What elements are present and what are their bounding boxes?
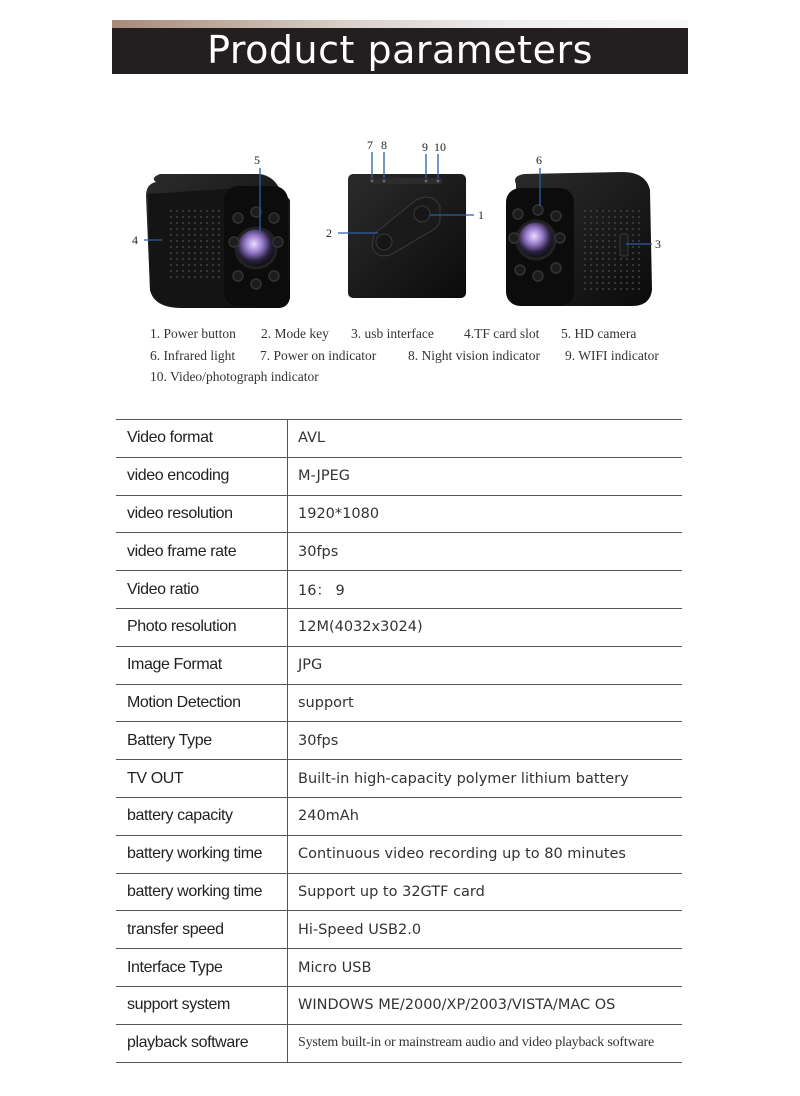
spec-value: 16： 9 xyxy=(288,571,683,609)
legend-item: 10. Video/photograph indicator xyxy=(150,369,319,384)
spec-value: Built-in high-capacity polymer lithium battery xyxy=(288,760,683,798)
callout-1: 1 xyxy=(478,208,484,222)
spec-value: JPG xyxy=(288,646,683,684)
callout-7: 7 xyxy=(367,138,373,152)
spec-value: Hi-Speed USB2.0 xyxy=(288,911,683,949)
spec-label: Video format xyxy=(116,420,288,458)
spec-label: video resolution xyxy=(116,495,288,533)
callout-3: 3 xyxy=(655,237,661,251)
table-row xyxy=(116,420,682,458)
spec-value: 1920*1080 xyxy=(288,495,683,533)
table-row xyxy=(116,949,682,987)
component-legend xyxy=(150,326,710,391)
legend-row xyxy=(150,326,710,348)
callout-2: 2 xyxy=(326,226,332,240)
legend-row xyxy=(150,369,710,391)
spec-label: Battery Type xyxy=(116,722,288,760)
spec-table xyxy=(116,419,682,1063)
spec-value: 30fps xyxy=(288,722,683,760)
spec-value: System built-in or mainstream audio and video playback software xyxy=(288,1024,683,1062)
table-row xyxy=(116,911,682,949)
spec-value: 240mAh xyxy=(288,797,683,835)
camera-left-view xyxy=(146,174,290,308)
legend-row xyxy=(150,348,710,370)
table-row xyxy=(116,457,682,495)
spec-value: Support up to 32GTF card xyxy=(288,873,683,911)
spec-label: Interface Type xyxy=(116,949,288,987)
spec-label: battery capacity xyxy=(116,797,288,835)
spec-label: transfer speed xyxy=(116,911,288,949)
table-row xyxy=(116,873,682,911)
table-row xyxy=(116,760,682,798)
callout-9: 9 xyxy=(422,140,428,154)
callout-5: 5 xyxy=(254,153,260,167)
product-figure xyxy=(120,130,680,320)
table-row xyxy=(116,495,682,533)
spec-label: battery working time xyxy=(116,835,288,873)
spec-value: Micro USB xyxy=(288,949,683,987)
camera-right-view xyxy=(506,172,652,306)
callout-8: 8 xyxy=(381,138,387,152)
legend-item: 5. HD camera xyxy=(561,326,637,341)
legend-item: 4.TF card slot xyxy=(464,326,540,341)
spec-value: 12M(4032x3024) xyxy=(288,608,683,646)
legend-item: 3. usb interface xyxy=(351,326,434,341)
spec-label: TV OUT xyxy=(116,760,288,798)
spec-label: Photo resolution xyxy=(116,608,288,646)
legend-item: 6. Infrared light xyxy=(150,347,236,363)
table-row xyxy=(116,608,682,646)
table-row xyxy=(116,533,682,571)
spec-value: 30fps xyxy=(288,533,683,571)
spec-label: support system xyxy=(116,986,288,1024)
callout-4: 4 xyxy=(132,233,138,247)
legend-item: 2. Mode key xyxy=(261,326,329,341)
spec-label: video encoding xyxy=(116,457,288,495)
table-row xyxy=(116,797,682,835)
legend-item: 1. Power button xyxy=(150,326,236,341)
table-row xyxy=(116,646,682,684)
spec-value: WINDOWS ME/2000/XP/2003/VISTA/MAC OS xyxy=(288,986,683,1024)
legend-item: 8. Night vision indicator xyxy=(408,347,540,363)
spec-label: playback software xyxy=(116,1024,288,1062)
table-row xyxy=(116,1024,682,1062)
table-row xyxy=(116,571,682,609)
spec-label: Video ratio xyxy=(116,571,288,609)
page-title: Product parameters xyxy=(207,28,593,72)
spec-value: M-JPEG xyxy=(288,457,683,495)
spec-label: video frame rate xyxy=(116,533,288,571)
camera-back-view xyxy=(348,174,466,298)
legend-item: 9. WIFI indicator xyxy=(565,347,659,363)
spec-value: Continuous video recording up to 80 minutes xyxy=(288,835,683,873)
spec-value: support xyxy=(288,684,683,722)
spec-label: battery working time xyxy=(116,873,288,911)
title-bar xyxy=(112,28,688,74)
spec-label: Motion Detection xyxy=(116,684,288,722)
top-decor-strip xyxy=(112,20,688,28)
table-row xyxy=(116,835,682,873)
spec-label: Image Format xyxy=(116,646,288,684)
callout-10: 10 xyxy=(434,140,446,154)
table-row xyxy=(116,684,682,722)
spec-value: AVL xyxy=(288,420,683,458)
table-row xyxy=(116,986,682,1024)
legend-item: 7. Power on indicator xyxy=(260,347,377,363)
table-row xyxy=(116,722,682,760)
callout-6: 6 xyxy=(536,153,542,167)
